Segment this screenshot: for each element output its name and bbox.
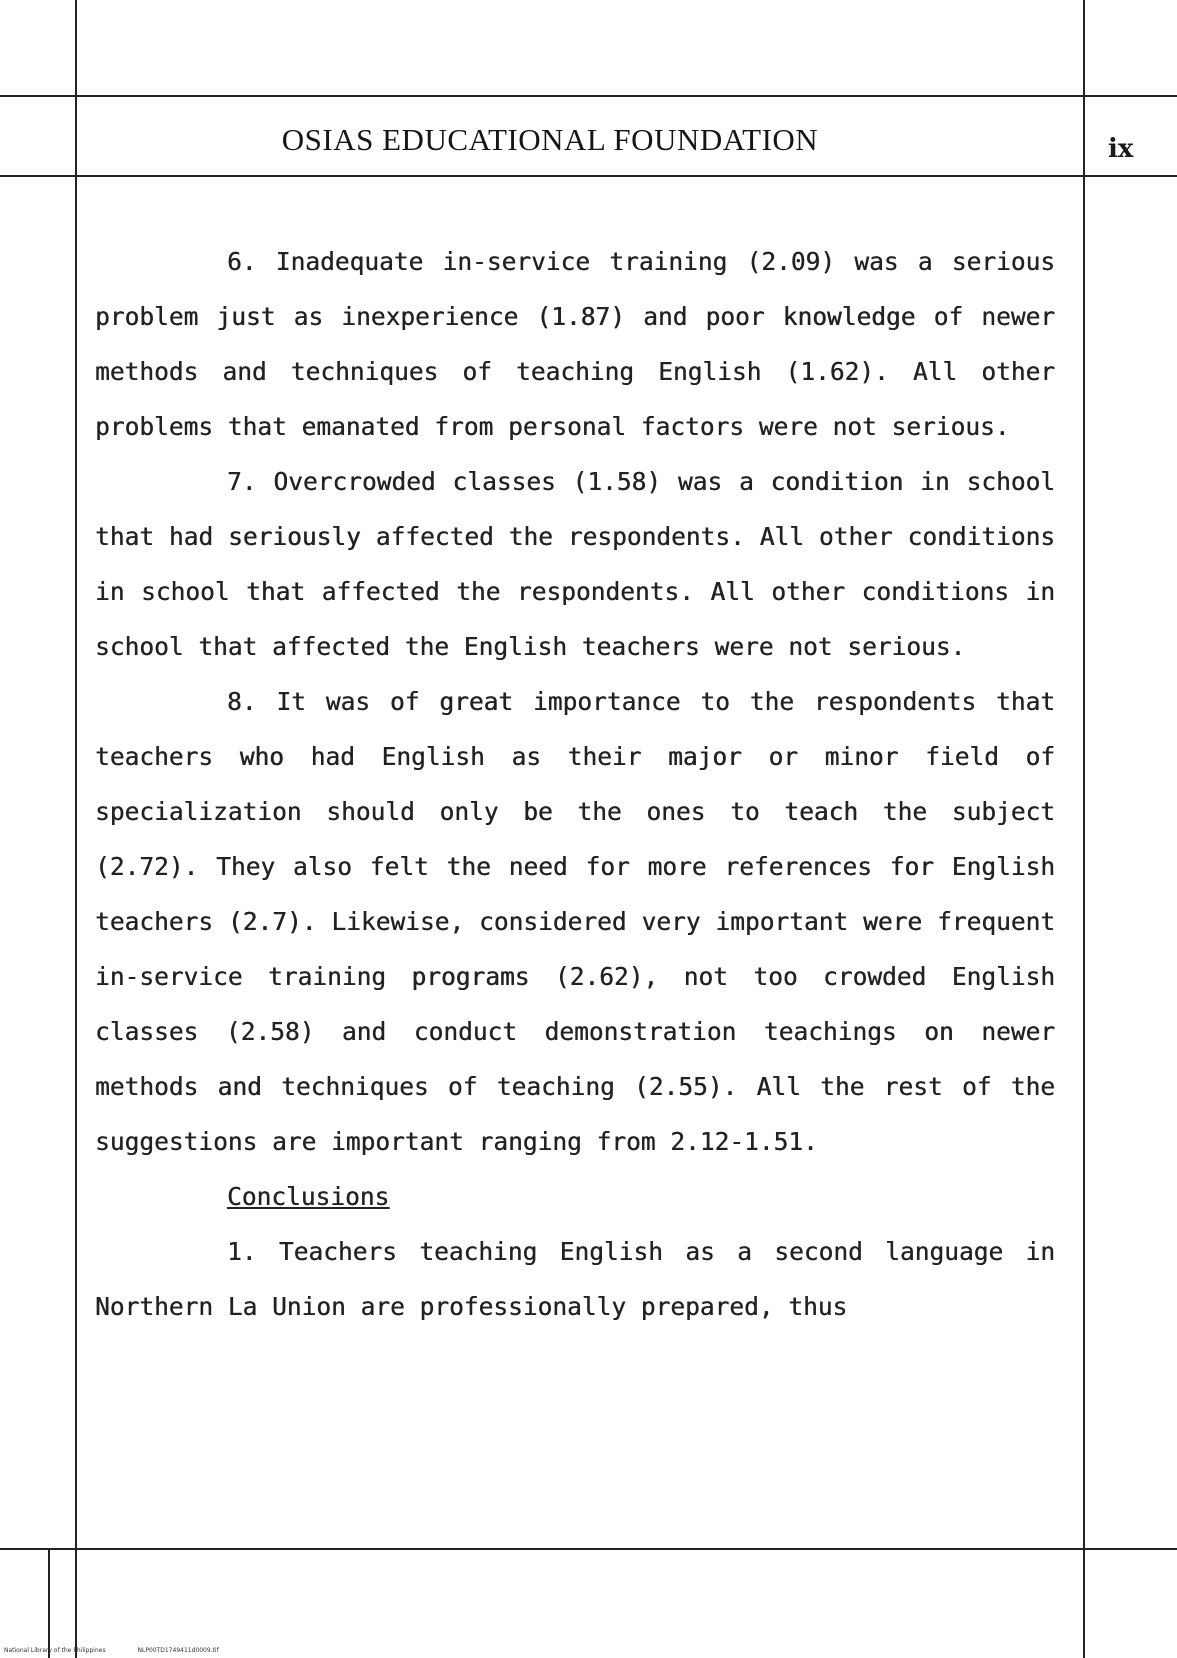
summary-item-6: 6. Inadequate in-service training (2.09) was a serious problem just as inexperience (1.87) and poor knowledge of newer methods and techniques of teaching English (1.62). All other problems that emanated from personal factors were not serious. xyxy=(95,247,1055,441)
header-rule xyxy=(0,175,1177,177)
summary-item-8: 8. It was of great importance to the respondents that teachers who had English as their major or minor field of specialization should only be the ones to teach the subject (2.72). They also felt the need for more references for English teachers (2.7). Likewise, considered very important were frequent in-service training programs (2.62), not too crowded English classes (2.58) and conduct demonstration teachings on newer methods and techniques of teaching (2.55). All the rest of the suggestions are important ranging from 2.12-1.51. xyxy=(95,687,1055,1156)
library-label: National Library of the Philippines xyxy=(4,1647,106,1654)
top-rule xyxy=(0,95,1177,97)
right-margin-rule xyxy=(1083,0,1085,1658)
document-body xyxy=(95,234,1055,1334)
conclusion-item-1: 1. Teachers teaching English as a second language in Northern La Union are professionally prepared, thus xyxy=(95,1237,1055,1321)
summary-item-7: 7. Overcrowded classes (1.58) was a condition in school that had seriously affected the respondents. All other conditions in school that affected the respondents. All other conditions in school that affected the English teachers were not serious. xyxy=(95,467,1055,661)
file-id-label: NLP00TD1749411d0009.tif xyxy=(137,1647,219,1654)
bottom-rule xyxy=(0,1548,1177,1550)
scan-footer xyxy=(4,1647,249,1654)
lower-left-margin-rule xyxy=(48,1548,50,1658)
left-margin-rule xyxy=(75,0,77,1658)
page-number: ix xyxy=(1108,134,1134,164)
page-header-title: OSIAS EDUCATIONAL FOUNDATION xyxy=(281,122,819,157)
conclusions-heading: Conclusions xyxy=(227,1182,390,1211)
